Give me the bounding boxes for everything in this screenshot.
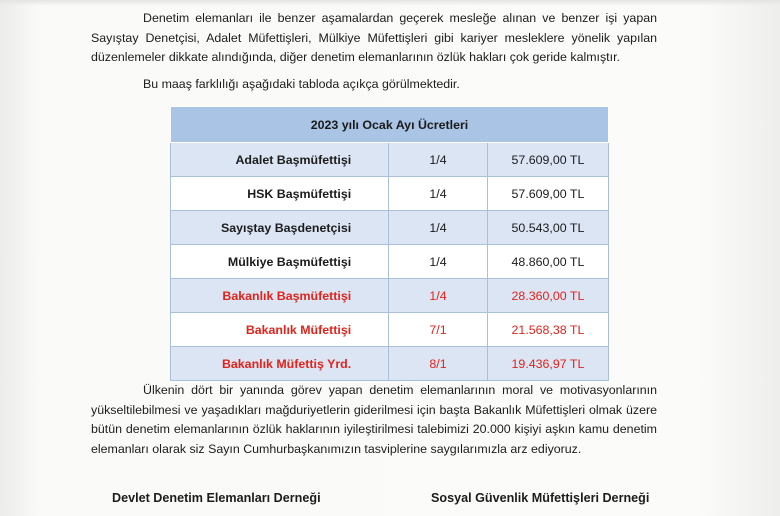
salary-row-amount: 57.609,00 TL [487, 177, 608, 211]
salary-row-ratio: 1/4 [389, 211, 488, 245]
salary-row-ratio: 1/4 [389, 143, 488, 177]
salary-row-amount: 28.360,00 TL [487, 279, 608, 313]
salary-row-name: Mülkiye Başmüfettişi [171, 245, 389, 279]
salary-row-name: Bakanlık Başmüfettişi [171, 279, 389, 313]
salary-row-name: Bakanlık Müfettişi [171, 313, 389, 347]
salary-row-name: Adalet Başmüfettişi [171, 143, 389, 177]
salary-row-amount: 57.609,00 TL [487, 143, 608, 177]
table-intro-text: Bu maaş farklılığı aşağıdaki tabloda açıkça görülmektedir. [143, 77, 460, 91]
salary-row-ratio: 1/4 [389, 279, 488, 313]
table-row [171, 245, 609, 279]
table-row [171, 347, 609, 381]
salary-row-ratio: 8/1 [389, 347, 488, 381]
table-row [171, 211, 609, 245]
table-row [171, 177, 609, 211]
signature-right: Sosyal Güvenlik Müfettişleri Derneği [431, 491, 650, 505]
salary-row-amount: 48.860,00 TL [487, 245, 608, 279]
salary-row-ratio: 1/4 [389, 177, 488, 211]
salary-row-name: HSK Başmüfettişi [171, 177, 389, 211]
salary-row-amount: 21.568,38 TL [487, 313, 608, 347]
table-row [171, 279, 609, 313]
salary-row-amount: 19.436,97 TL [487, 347, 608, 381]
table-body [171, 143, 609, 381]
table-row [171, 313, 609, 347]
closing-paragraph: Ülkenin dört bir yanında görev yapan denetim elemanlarının moral ve motivasyonlarının yükseltilebilmesi ve yaşadıkları mağduriyetlerin giderilmesi için başta Bakanlık Müfettişleri olmak üzere bütün denetim elemanlarının özlük haklarının iyileştirilmesi talebimizi 20.000 kişiyi aşkın kamu denetim elemanları olarak siz Sayın Cumhurbaşkanımızın tasviplerine saygılarımızla arz ediyoruz. [91, 383, 657, 456]
salary-row-ratio: 1/4 [389, 245, 488, 279]
intro-paragraph: Denetim elemanları ile benzer aşamalardan geçerek mesleğe alınan ve benzer işi yapan Sayıştay Denetçisi, Adalet Müfettişleri, Mülkiye Müfettişleri gibi kariyer mesleklere yönelik yapılan düzenlemeler dikkate alındığında, diğer denetim elemanlarının özlük hakları çok geride kalmıştır. [91, 11, 657, 64]
salary-row-name: Bakanlık Müfettiş Yrd. [171, 347, 389, 381]
salary-row-amount: 50.543,00 TL [487, 211, 608, 245]
salary-table [170, 106, 609, 381]
table-row [171, 143, 609, 177]
table-header-row [171, 107, 609, 143]
table-title: 2023 yılı Ocak Ayı Ücretleri [171, 107, 609, 143]
signature-left: Devlet Denetim Elemanları Derneği [112, 491, 321, 505]
page-edge-shadow [0, 0, 780, 6]
salary-row-name: Sayıştay Başdenetçisi [171, 211, 389, 245]
salary-row-ratio: 7/1 [389, 313, 488, 347]
